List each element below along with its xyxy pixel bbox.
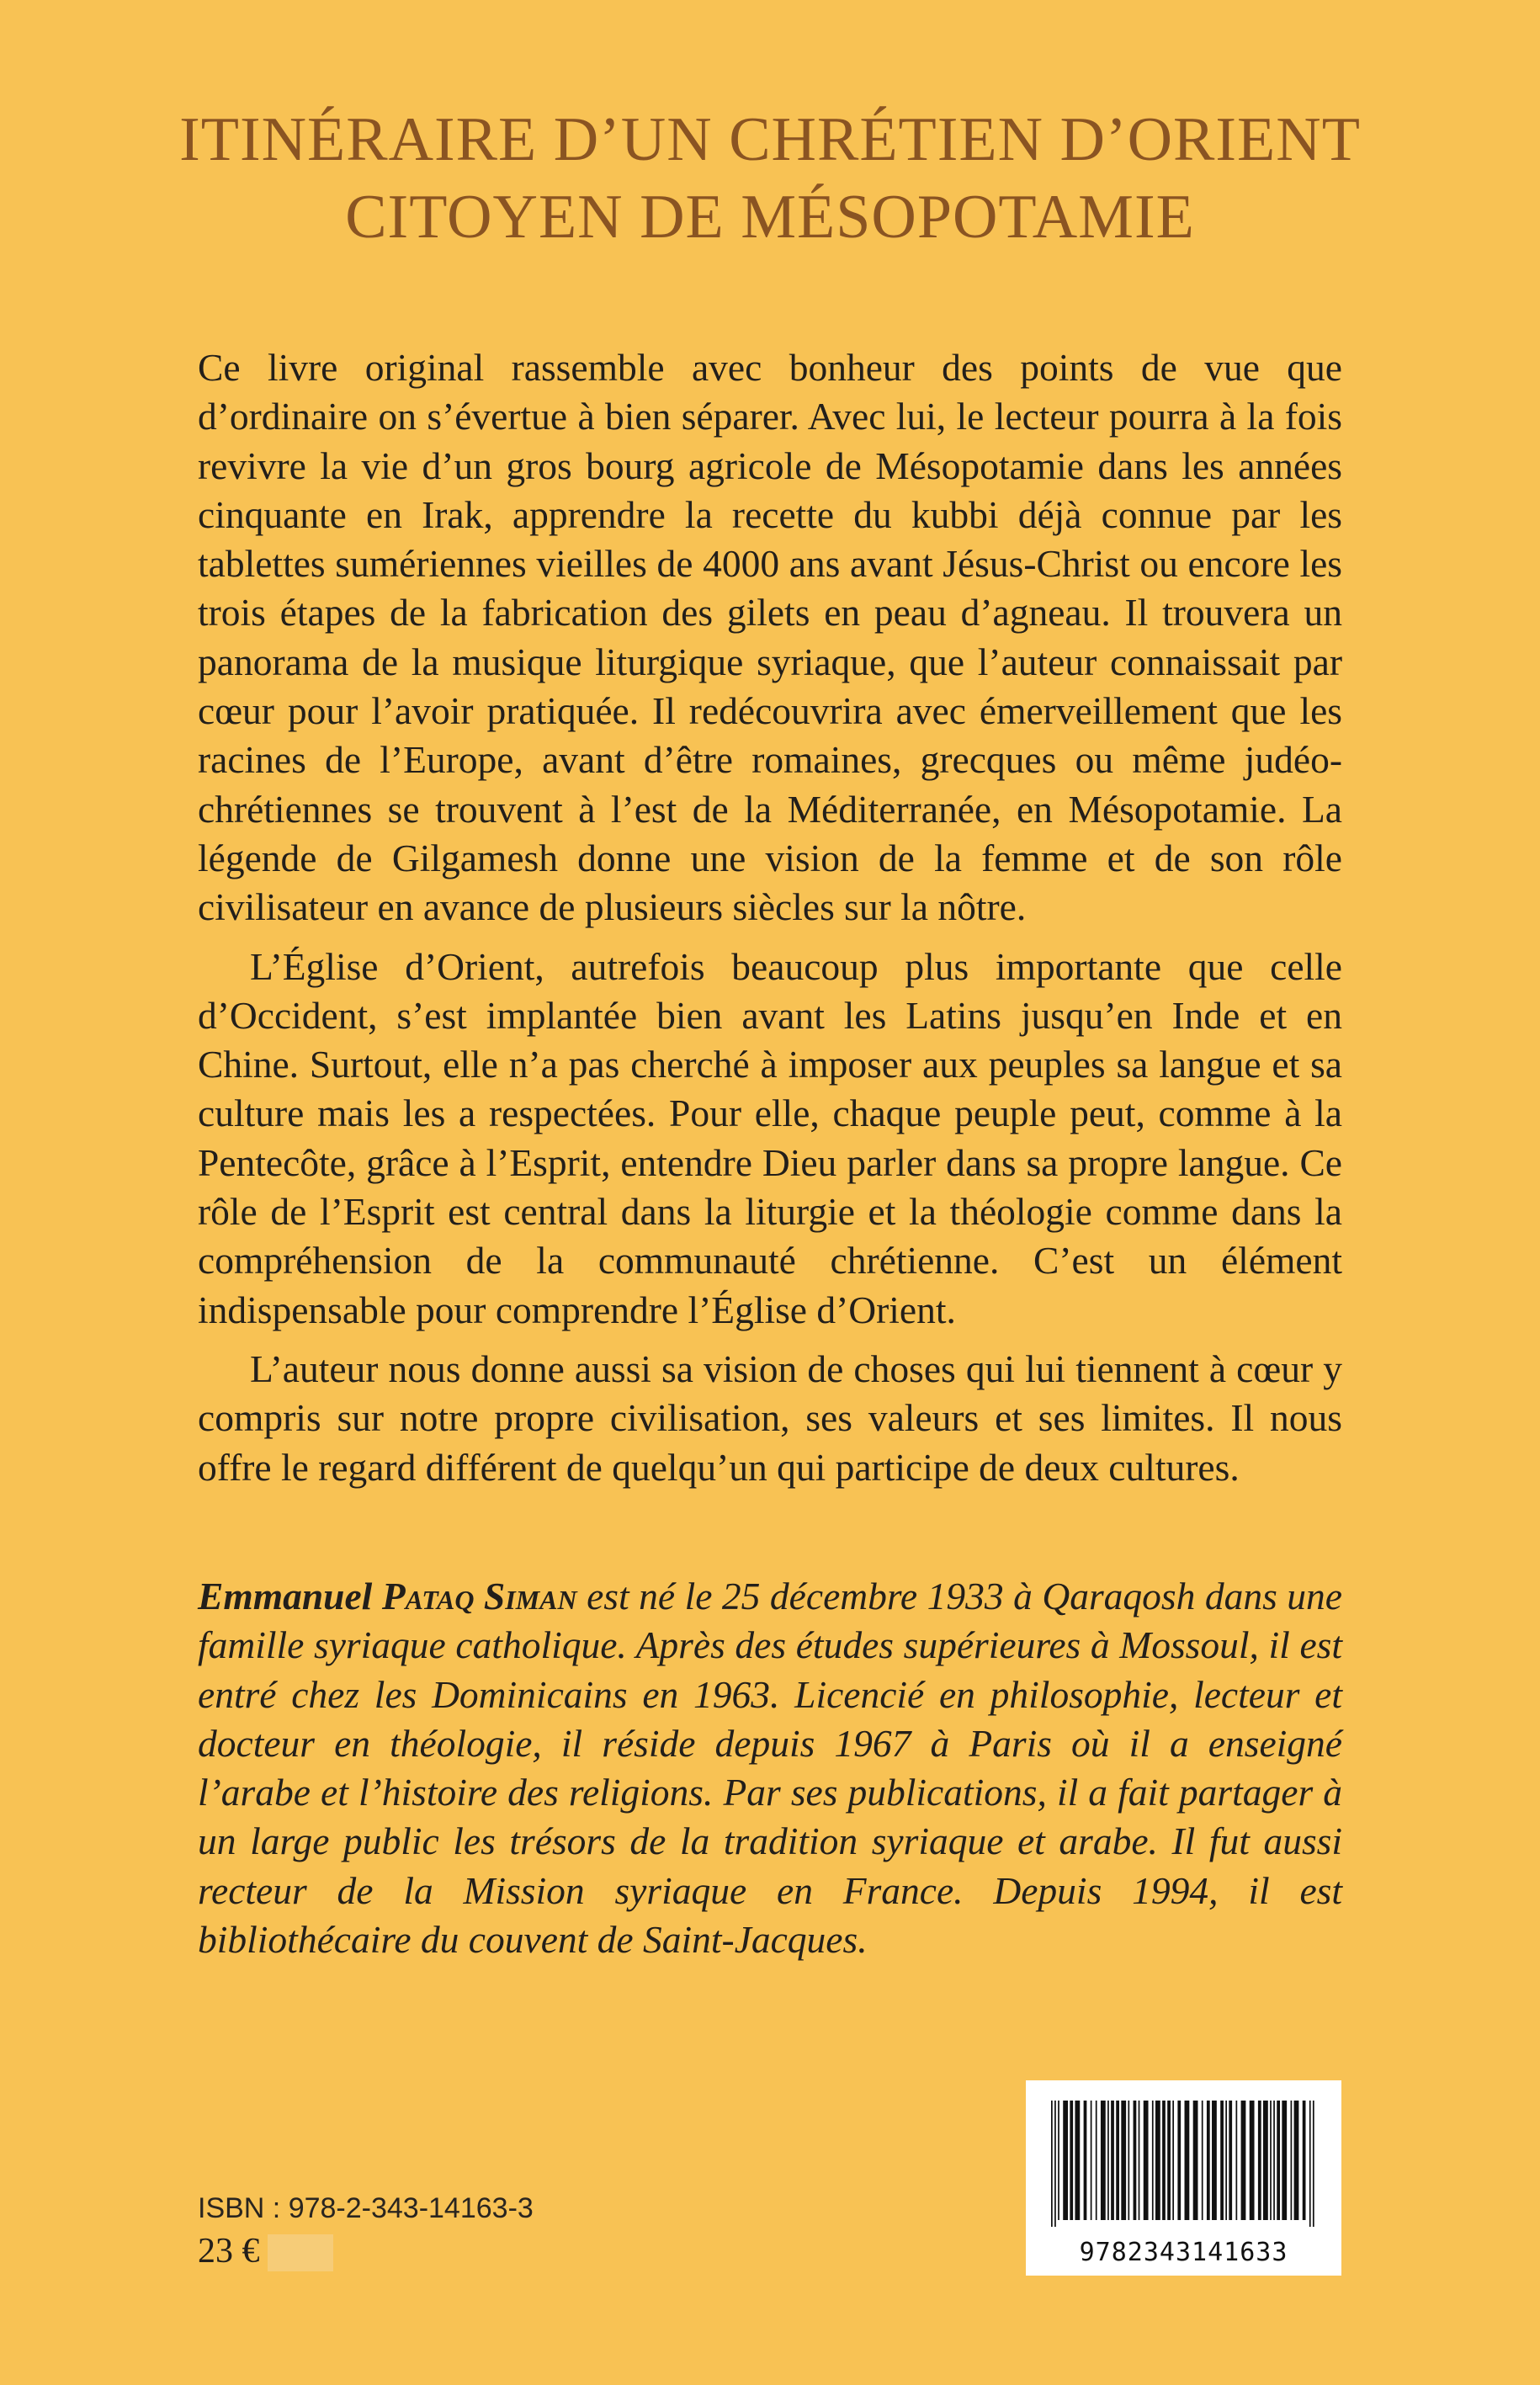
barcode-bar (1282, 2101, 1287, 2220)
summary-paragraph-2: L’Église d’Orient, autrefois beaucoup plus importante que celle d’Occident, s’est implantée bien avant les Latins jusqu’en Inde et en Chine. Surtout, elle n’a pas cherché à imposer aux peuples sa langue et sa culture mais les a respectées. Pour elle, chaque peuple peut, comme à la Pentecôte, grâce à l’Esprit, entendre Dieu parler dans sa propre langue. Ce rôle de l’Esprit est central dans la liturgie et la théologie comme dans la compréhension de la communauté chrétienne. C’est un élément indispensable pour comprendre l’Église d’Orient. (198, 944, 1342, 1331)
barcode-bar (1263, 2101, 1268, 2220)
barcode-number: 9782343141633 (1079, 2238, 1288, 2267)
barcode-bar (1202, 2101, 1203, 2220)
barcode-bar (1054, 2101, 1056, 2227)
barcode-bar (1091, 2101, 1092, 2220)
barcode-bar (1075, 2101, 1080, 2220)
barcode-bar (1121, 2101, 1126, 2220)
barcode-bar (1229, 2101, 1232, 2220)
barcode-bar (1070, 2101, 1073, 2220)
barcode-bar (1258, 2101, 1261, 2220)
barcode-bar (1220, 2101, 1224, 2220)
author-name (198, 1575, 577, 1617)
barcode-bar (1152, 2101, 1154, 2220)
barcode-bar (1107, 2101, 1109, 2220)
isbn: ISBN : 978-2-343-14163-3 (198, 2192, 534, 2224)
barcode-bar (1303, 2101, 1306, 2220)
barcode-bar (1051, 2101, 1053, 2227)
barcode-bar (1294, 2101, 1299, 2220)
barcode-bar (1309, 2101, 1311, 2227)
barcode-bar (1193, 2101, 1198, 2220)
book-summary (198, 343, 1342, 1492)
barcode-bar (1291, 2101, 1293, 2220)
summary-paragraph-3: L’auteur nous donne aussi sa vision de choses qui lui tiennent à cœur y compris sur notre propre civilisation, ses valeurs et ses limites. Il nous offre le regard différent de quelqu’un qui participe de deux cultures. (198, 1347, 1342, 1489)
barcode-bar (1313, 2101, 1314, 2227)
barcode-bar (1225, 2101, 1227, 2220)
barcode-bar (1270, 2101, 1272, 2220)
barcode (1026, 2080, 1341, 2276)
barcode-bar (1250, 2101, 1255, 2220)
book-title-line-2: CITOYEN DE MÉSOPOTAMIE (345, 183, 1195, 252)
barcode-bars (1051, 2101, 1316, 2227)
barcode-bar (1111, 2101, 1114, 2220)
book-title-line-1: ITINÉRAIRE D’UN CHRÉTIEN D’ORIENT (179, 105, 1361, 174)
barcode-bar (1084, 2101, 1087, 2220)
book-title (0, 101, 1540, 256)
barcode-bar (1185, 2101, 1190, 2220)
author-biography (198, 1572, 1342, 1964)
barcode-bar (1139, 2101, 1140, 2220)
barcode-bar (1063, 2101, 1068, 2220)
barcode-bar (1241, 2101, 1246, 2220)
price-sticker-patch (268, 2234, 333, 2271)
barcode-bar (1235, 2101, 1237, 2220)
barcode-bar (1101, 2101, 1106, 2220)
barcode-bar (1172, 2101, 1174, 2220)
summary-paragraph-1: Ce livre original rassemble avec bonheur des points de vue que d’ordinaire on s’évertue à bien séparer. Avec lui, le lecteur pourra à la fois revivre la vie d’un gros bourg agricole de Mésopotamie dans les années cinquante en Irak, apprendre la recette du kubbi déjà connue par les tablettes sumériennes vieilles de 4000 ans avant Jésus-Christ ou encore les trois étapes de la fabrication des gilets en peau d’agneau. Il trouvera un panorama de la musique liturgique syriaque, que l’auteur connaissait par cœur pour l’avoir pratiquée. Il redécouvrira avec émerveillement que les racines de l’Europe, avant d’être romaines, grecques ou même judéo-chrétiennes se trouvent à l’est de la Méditerranée, en Mésopotamie. La légende de Gilgamesh donne une vision de la femme et de son rôle civilisateur en avance de plusieurs siècles sur la nôtre. (198, 346, 1342, 929)
barcode-bar (1144, 2101, 1149, 2220)
barcode-bar (1273, 2101, 1275, 2220)
barcode-bar (1162, 2101, 1166, 2220)
barcode-bar (1277, 2101, 1280, 2220)
barcode-bar (1128, 2101, 1129, 2220)
barcode-bar (1167, 2101, 1171, 2220)
barcode-bar (1134, 2101, 1137, 2220)
author-bio-text: est né le 25 décembre 1933 à Qaraqosh dans une famille syriaque catholique. Après des études supérieures à Mossoul, il est entré chez les Dominicains en 1963. Licencié en philosophie, lecteur et docteur en théologie, il réside depuis 1967 à Paris où il a enseigné l’arabe et l’histoire des religions. Par ses publications, il a fait partager à un large public les trésors de la tradition syriaque et arabe. Il fut aussi recteur de la Mission syriaque en France. Depuis 1994, il est bibliothécaire du couvent de Saint-Jacques. (198, 1575, 1343, 1962)
barcode-bar (1212, 2101, 1217, 2220)
barcode-bar (1207, 2101, 1210, 2220)
author-last-name: Pataq Siman (381, 1575, 577, 1617)
author-first-name: Emmanuel (198, 1575, 382, 1617)
price: 23 € (198, 2232, 260, 2271)
barcode-bar (1096, 2101, 1097, 2220)
barcode-bar (1177, 2101, 1181, 2220)
barcode-bar (1058, 2101, 1059, 2220)
barcode-bar (1116, 2101, 1119, 2220)
barcode-bar (1155, 2101, 1160, 2220)
